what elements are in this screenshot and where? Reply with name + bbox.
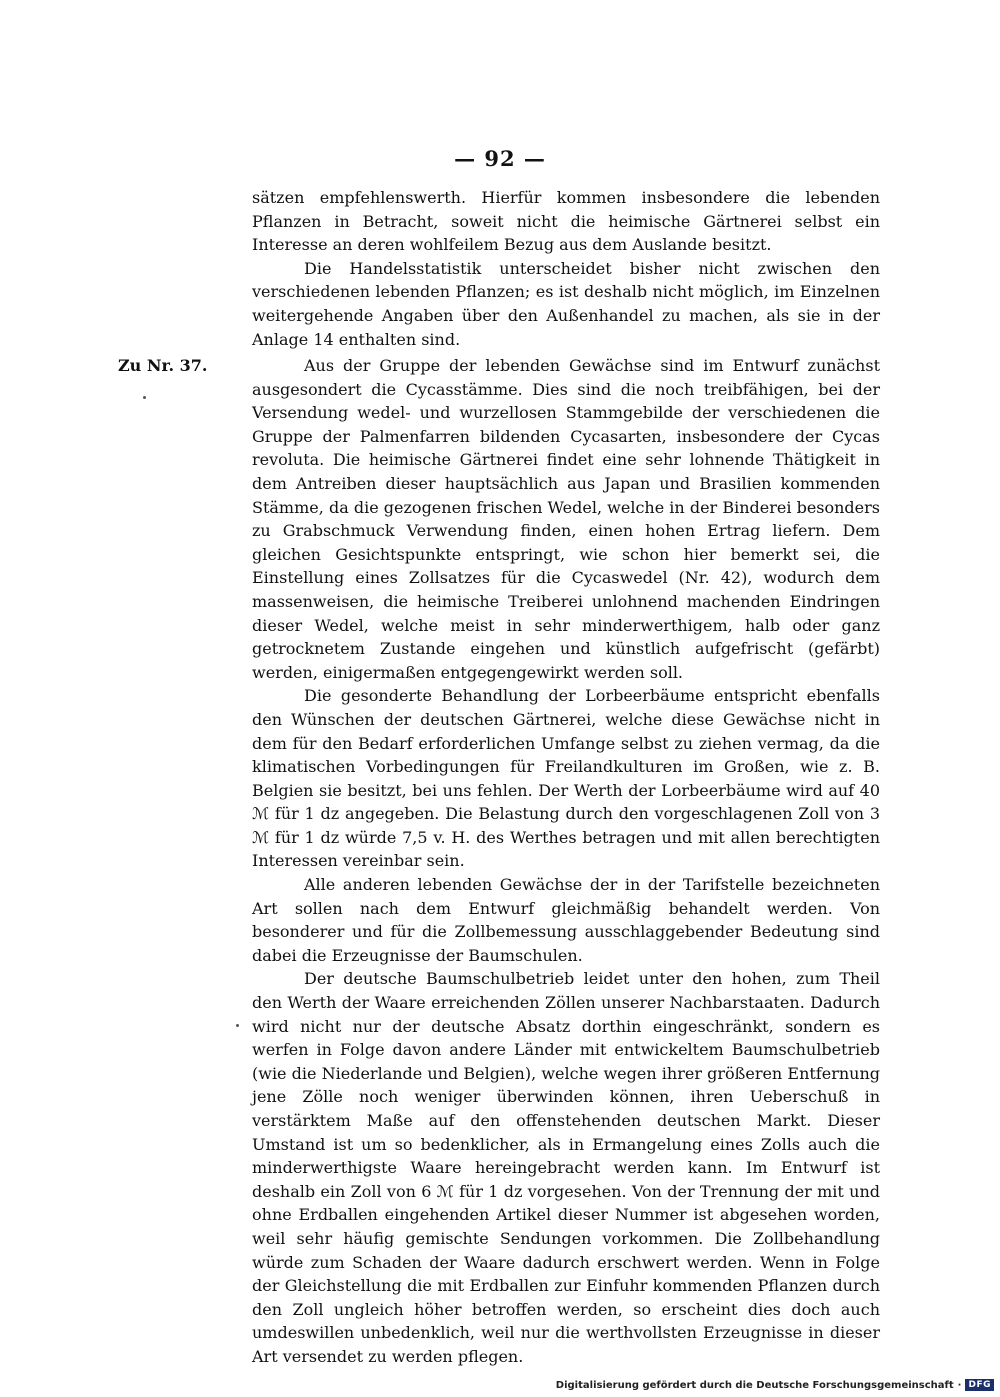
paragraph: Der deutsche Baumschulbetrieb leidet unter den hohen, zum Theil den Werth der Waare erreichenden Zöllen unserer Nachbarstaaten. Dadurch wird nicht nur der deutsche Absatz dorthin eingeschränkt, sondern es werfen in Folge davon andere Länder mit entwickeltem Baumschulbetrieb (wie die Niederlande und Belgien), welche wegen ihrer größeren Entfernung jene Zölle noch weniger überwinden können, ihren Ueberschuß in verstärktem Maße auf den offenstehenden deutschen Markt. Dieser Umstand ist um so bedenklicher, als in Ermangelung eines Zolls auch die minderwerthigste Waare hereingebracht werden kann. Im Entwurf ist deshalb ein Zoll von 6 ℳ für 1 dz vorgesehen. Von der Trennung der mit und ohne Erdballen eingehenden Artikel dieser Nummer ist abgesehen worden, weil sehr häufig gemischte Sendungen vorkommen. Die Zollbehandlung würde zum Schaden der Waare dadurch erschwert werden. Wenn in Folge der Gleichstellung die mit Erdballen zur Einfuhr kommenden Pflanzen durch den Zoll ungleich höher betroffen werden, so erscheint dies doch auch umdeswillen unbedenklich, weil nur die werthvollsten Erzeugnisse in dieser Art versendet zu werden pflegen. bbox=[252, 969, 880, 1366]
margin-mark bbox=[143, 396, 146, 399]
digitization-footer bbox=[556, 1379, 994, 1391]
paragraph: Alle anderen lebenden Gewächse der in der Tarifstelle bezeichneten Art sollen nach dem Entwurf gleichmäßig behandelt werden. Von besonderer und für die Zollbemessung ausschlaggebender Bedeutung sind dabei die Erzeugnisse der Baumschulen. bbox=[252, 875, 880, 965]
footer-text: Digitalisierung gefördert durch die Deutsche Forschungsgemeinschaft bbox=[555, 1379, 954, 1391]
separator-dot: · bbox=[957, 1379, 962, 1391]
dfg-logo: DFG bbox=[965, 1379, 994, 1391]
paragraph: Die Handelsstatistik unterscheidet bisher nicht zwischen den verschiedenen lebenden Pflanzen; es ist deshalb nicht möglich, im Einzelnen weitergehende Angaben über den Außenhandel zu machen, als sie in der Anlage 14 enthalten sind. bbox=[252, 258, 880, 349]
paragraph: sätzen empfehlenswerth. Hierfür kommen insbesondere die lebenden Pflanzen in Betracht, soweit nicht die heimische Gärtnerei selbst ein Interesse an deren wohlfeilem Bezug aus dem Auslande besitzt. bbox=[252, 188, 880, 255]
margin-note: Zu Nr. 37. bbox=[118, 356, 208, 375]
paragraph: Die gesonderte Behandlung der Lorbeerbäume entspricht ebenfalls den Wünschen der deutschen Gärtnerei, welche diese Gewächse nicht in dem für den Bedarf erforderlichen Umfange selbst zu ziehen vermag, da die klimatischen Vorbedingungen für Freilandkulturen im Großen, wie z. B. Belgien sie besitzt, bei uns fehlen. Der Werth der Lorbeerbäume wird auf 40 ℳ für 1 dz angegeben. Die Belastung durch den vorgeschlagenen Zoll von 3 ℳ für 1 dz würde 7,5 v. H. des Werthes betragen und mit allen berechtigten Interessen vereinbar sein. bbox=[252, 686, 880, 871]
margin-mark bbox=[236, 1024, 239, 1027]
page-number: — 92 — bbox=[454, 146, 546, 171]
main-text-block bbox=[252, 354, 880, 1369]
top-text-block bbox=[252, 186, 880, 351]
paragraph: Aus der Gruppe der lebenden Gewächse sind im Entwurf zunächst ausgesondert die Cycasstämme. Dies sind die noch treibfähigen, bei der Versendung wedel- und wurzellosen Stammgebilde der verschiedenen die Gruppe der Palmenfarren bildenden Cycasarten, insbesondere der Cycas revoluta. Die heimische Gärtnerei findet eine sehr lohnende Thätigkeit in dem Antreiben dieser hauptsächlich aus Japan und Brasilien kommenden Stämme, da die gezogenen frischen Wedel, welche in der Binderei besonders zu Grabschmuck Verwendung finden, einen hohen Ertrag liefern. Dem gleichen Gesichtspunkte entspringt, wie schon hier bemerkt sei, die Einstellung eines Zollsatzes für die Cycaswedel (Nr. 42), wodurch dem massenweisen, die heimische Treiberei unlohnend machenden Eindringen dieser Wedel, welche meist in sehr minderwerthigem, halb oder ganz getrocknetem Zustande eingehen und künstlich aufgefrischt (gefärbt) werden, einigermaßen entgegengewirkt werden soll. bbox=[252, 356, 880, 682]
